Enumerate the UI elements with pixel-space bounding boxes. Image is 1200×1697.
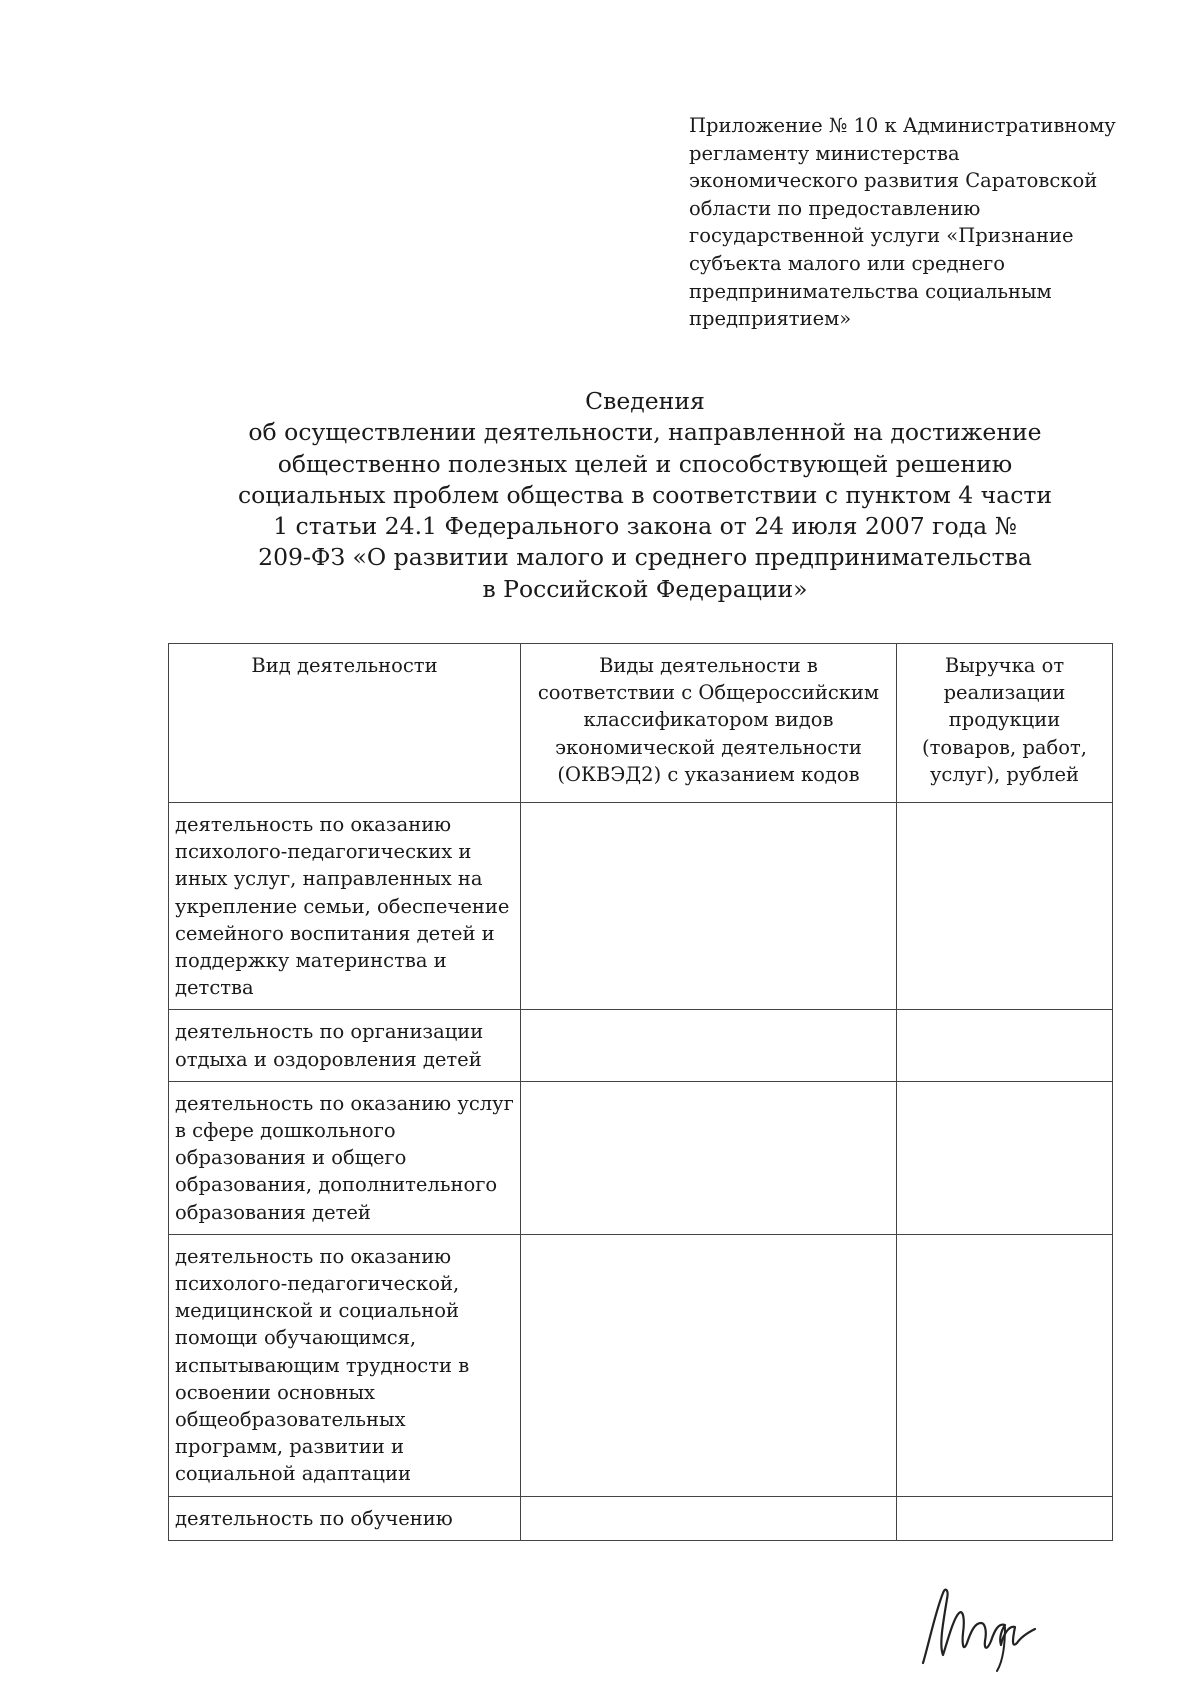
activity-table [168, 643, 1113, 1541]
title-line: социальных проблем общества в соответствии с пунктом 4 части [237, 480, 1053, 509]
title-line: 1 статьи 24.1 Федерального закона от 24 июля 2007 года № [273, 512, 1017, 541]
appendix-line: государственной услуги «Признание [689, 224, 1074, 248]
table-row [169, 1081, 1113, 1234]
table-row [169, 1234, 1113, 1496]
appendix-line: предпринимательства социальным [689, 279, 1052, 303]
revenue-cell[interactable] [897, 1234, 1113, 1496]
revenue-cell[interactable] [897, 803, 1113, 1010]
title-line: общественно полезных целей и способствующей решению [277, 449, 1013, 478]
activity-cell: деятельность по обучению [169, 1496, 521, 1540]
table-row [169, 1496, 1113, 1540]
table-row [169, 1010, 1113, 1081]
revenue-cell[interactable] [897, 1010, 1113, 1081]
title-heading: Сведения [585, 387, 705, 415]
title-line: 209-ФЗ «О развитии малого и среднего предпринимательства [258, 543, 1032, 572]
appendix-note [689, 112, 1129, 333]
revenue-cell[interactable] [897, 1496, 1113, 1540]
okved-cell[interactable] [521, 1010, 897, 1081]
okved-cell[interactable] [521, 1496, 897, 1540]
appendix-line: предприятием» [689, 307, 852, 331]
activity-cell: деятельность по оказанию психолого-педагогических и иных услуг, направленных на укрепление семьи, обеспечение семейного воспитания детей и поддержку материнства и детства [169, 803, 521, 1010]
document-title [180, 386, 1110, 605]
header-revenue: Выручка от реализации продукции (товаров, работ, услуг), рублей [897, 644, 1113, 803]
revenue-cell[interactable] [897, 1081, 1113, 1234]
table-row [169, 803, 1113, 1010]
okved-cell[interactable] [521, 1081, 897, 1234]
appendix-line: регламенту министерства [689, 141, 960, 165]
appendix-line: области по предоставлению [689, 196, 981, 220]
appendix-line: субъекта малого или среднего [689, 251, 1005, 275]
activity-cell: деятельность по организации отдыха и оздоровления детей [169, 1010, 521, 1081]
header-okved: Виды деятельности в соответствии с Общероссийским классификатором видов экономической деятельности (ОКВЭД2) с указанием кодов [521, 644, 897, 803]
appendix-line: Приложение № 10 к Административному [689, 114, 1116, 137]
activity-cell: деятельность по оказанию услуг в сфере дошкольного образования и общего образования, дополнительного образования детей [169, 1081, 521, 1234]
header-activity-type: Вид деятельности [169, 644, 521, 803]
appendix-line: экономического развития Саратовской [689, 169, 1098, 193]
activity-cell: деятельность по оказанию психолого-педагогической, медицинской и социальной помощи обучающимся, испытывающим трудности в освоении основных общеобразовательных программ, развитии и социальной адаптации [169, 1234, 521, 1496]
okved-cell[interactable] [521, 1234, 897, 1496]
table-header-row [169, 644, 1113, 803]
okved-cell[interactable] [521, 803, 897, 1010]
title-line: в Российской Федерации» [482, 574, 808, 603]
handwritten-signature [905, 1583, 1065, 1673]
title-line: об осуществлении деятельности, направленной на достижение [248, 418, 1042, 447]
